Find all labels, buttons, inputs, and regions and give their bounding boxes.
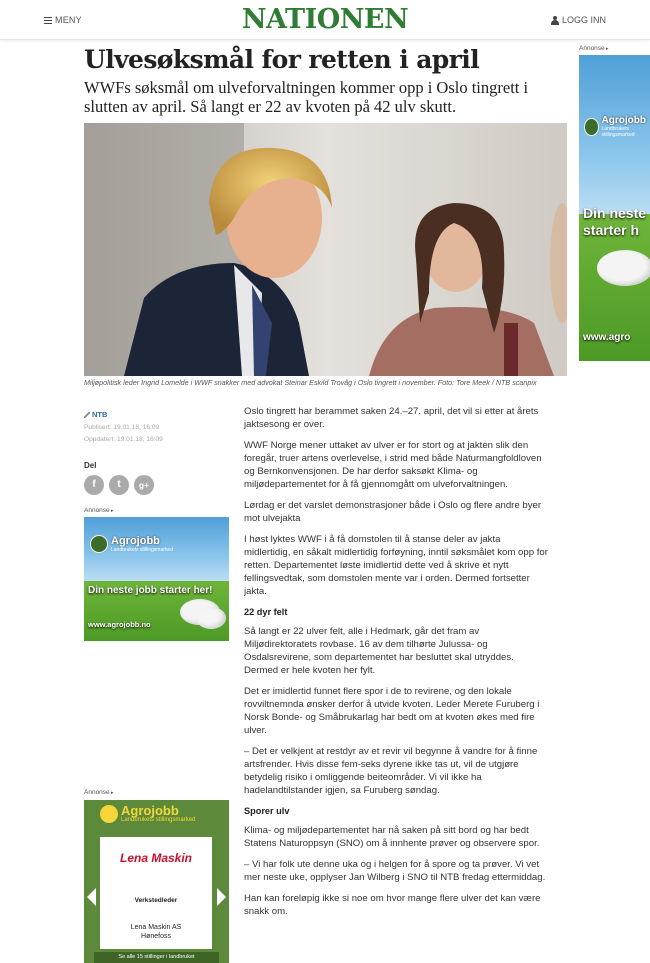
hamburger-icon: [44, 17, 52, 24]
googleplus-share-button[interactable]: g+: [134, 475, 154, 495]
article-photo: [84, 123, 567, 376]
ad-brand: [90, 535, 173, 553]
subheading: Sporer ulv: [244, 806, 290, 816]
job-location: Hønefoss: [141, 933, 171, 940]
pencil-icon: [84, 412, 90, 418]
job-company: [100, 923, 212, 941]
company-logo: Lena Maskin: [119, 851, 193, 865]
ad-url: www.agro: [583, 332, 631, 343]
subheading: 22 dyr felt: [244, 607, 288, 617]
byline-author: NTB: [92, 410, 108, 419]
ad-brand-name: Agrojobb: [111, 535, 160, 547]
jobs-ad-sub: Landbrukets stillingsmarked: [121, 817, 196, 823]
agrojobb-ad[interactable]: [84, 517, 229, 641]
site-header: [0, 0, 650, 40]
paragraph: Så langt er 22 ulver felt, alle i Hedmark, går det fram av Miljødirektoratets rovbase. 16 av dem tilhørte Julussa- og Osdalsrevirene, som departementet har besluttet skal utryddes. Dermed er hele kvoten her fylt.: [244, 626, 514, 676]
ad-tagline: Din neste jobb starter her!: [88, 585, 213, 596]
ad-brand-sub: Landbrukets stillingsmarked: [111, 547, 173, 553]
ad-label: Annonse ▸: [84, 789, 114, 796]
article-lead: WWFs søksmål om ulveforvaltningen kommer opp i Oslo tingrett i slutten av april. Så langt er 22 av kvoten på 42 ulv skutt.: [84, 78, 529, 116]
jobs-ad-brand: Agrojobb: [121, 803, 179, 818]
login-label: LOGG INN: [561, 15, 606, 25]
twitter-share-button[interactable]: t: [109, 475, 129, 495]
article-body: [244, 405, 549, 926]
ad-sky: [84, 517, 229, 591]
byline[interactable]: [84, 410, 107, 419]
paragraph: I høst lyktes WWF i å få domstolen til å stanse deler av jakta midlertidig, en såkalt midlertidig forføyning, inntil søksmålet kom opp for retten. Departementet løste imidlertid dette ved å skrive et nytt fellingsvedtak, som domstolen mente var i orden. Dermed fortsetter jakta.: [244, 534, 548, 597]
paragraph: Oslo tingrett har berammet saken 24.–27. april, det vil si etter at årets jaktsesong er over.: [244, 406, 539, 430]
paragraph: – Vi har folk ute denne uka og i helgen for å spore og ta prøver. Vi vet mer neste uke, opplyser Jan Wilberg i SNO til NTB fredag ettermiddag.: [244, 859, 546, 883]
ad-tagline: Din neste starter h: [583, 205, 647, 238]
ad-brand: [584, 115, 650, 138]
previous-job-arrow-icon[interactable]: [87, 888, 96, 906]
published-date: Publisert: 19.01.18, 16:09: [84, 424, 160, 431]
agrojobb-logo-icon: [584, 118, 599, 136]
hay-bale-image: [597, 250, 650, 286]
photo-illustration: [84, 123, 567, 376]
user-icon: [551, 16, 559, 25]
see-all-jobs-button[interactable]: Se alle 15 stillinger i landbruket: [94, 952, 219, 963]
paragraph: Klima- og miljødepartementet har nå saken på sitt bord og har bedt Statens Naturoppsyn (SNO) om å innhente prøver og observere spor.: [244, 825, 540, 849]
paragraph: Det er imidlertid funnet flere spor i de to revirene, og den lokale rovviltnemnda ønsker derfor å utvide kvoten. Leder Merete Furuberg i Norsk Bonde- og Småbrukarlag har bedt om at kvoten økes med fire ulver.: [244, 686, 540, 736]
agrojobb-logo-icon: [100, 805, 118, 823]
ad-label: Annonse ▸: [84, 507, 114, 514]
job-card[interactable]: [100, 837, 212, 949]
photo-caption: Miljøpolitisk leder Ingrid Lomelde i WWF snakker med advokat Steinar Eskild Trovåg i Oslo tingrett i november. Foto: Tore Meek / NTB scanpix: [84, 378, 537, 387]
hay-bale-image: [196, 607, 226, 629]
paragraph: – Det er velkjent at restdyr av et revir vil begynne å vandre for å finne artsfrender. Hvis disse fem-seks dyrene ikke tas ut, vil de utgjøre betydelig risiko i omliggende beiteområder. Vi vil ikke ha hadelandtilstander igjen, sa Furuberg søndag.: [244, 746, 538, 796]
job-title: Verkstedleder: [134, 897, 178, 904]
ad-url: www.agrojobb.no: [88, 620, 151, 629]
article-title: Ulvesøksmål for retten i april: [84, 45, 480, 74]
paragraph: WWF Norge mener uttaket av ulver er for stort og at jakten slik den foregår, truer artens overlevelse, i strid med både Naturmangfoldloven og Bernkonvensjonen. De har derfor saksøkt Klima- og miljødepartementet for å få gjennomgått om ulveforvaltningen.: [244, 440, 542, 490]
facebook-share-button[interactable]: f: [84, 475, 104, 495]
menu-label: MENY: [55, 15, 82, 25]
updated-date: Oppdatert: 19.01.18, 16:09: [84, 436, 163, 443]
agrojobb-logo-icon: [90, 535, 108, 553]
menu-button[interactable]: [44, 15, 82, 25]
ad-brand-name: Agrojobb: [601, 115, 646, 126]
paragraph: Lørdag er det varslet demonstrasjoner både i Oslo og flere andre byer mot ulvejakta: [244, 500, 542, 524]
agrojobb-jobs-ad[interactable]: [84, 800, 229, 963]
jobs-ad-header: [100, 804, 195, 823]
agrojobb-skyscraper-ad[interactable]: [579, 55, 650, 361]
ad-brand-sub: Landbrukets stillingsmarked: [601, 126, 635, 138]
job-company-name: Lena Maskin AS: [130, 924, 182, 931]
ad-label: Annonse ▸: [579, 45, 609, 52]
share-label: Del: [84, 461, 97, 470]
paragraph: Han kan foreløpig ikke si noe om hvor mange flere ulver det kan være snakk om.: [244, 893, 541, 917]
next-job-arrow-icon[interactable]: [217, 888, 226, 906]
login-button[interactable]: [551, 15, 606, 25]
site-logo[interactable]: NATIONEN: [241, 4, 409, 35]
